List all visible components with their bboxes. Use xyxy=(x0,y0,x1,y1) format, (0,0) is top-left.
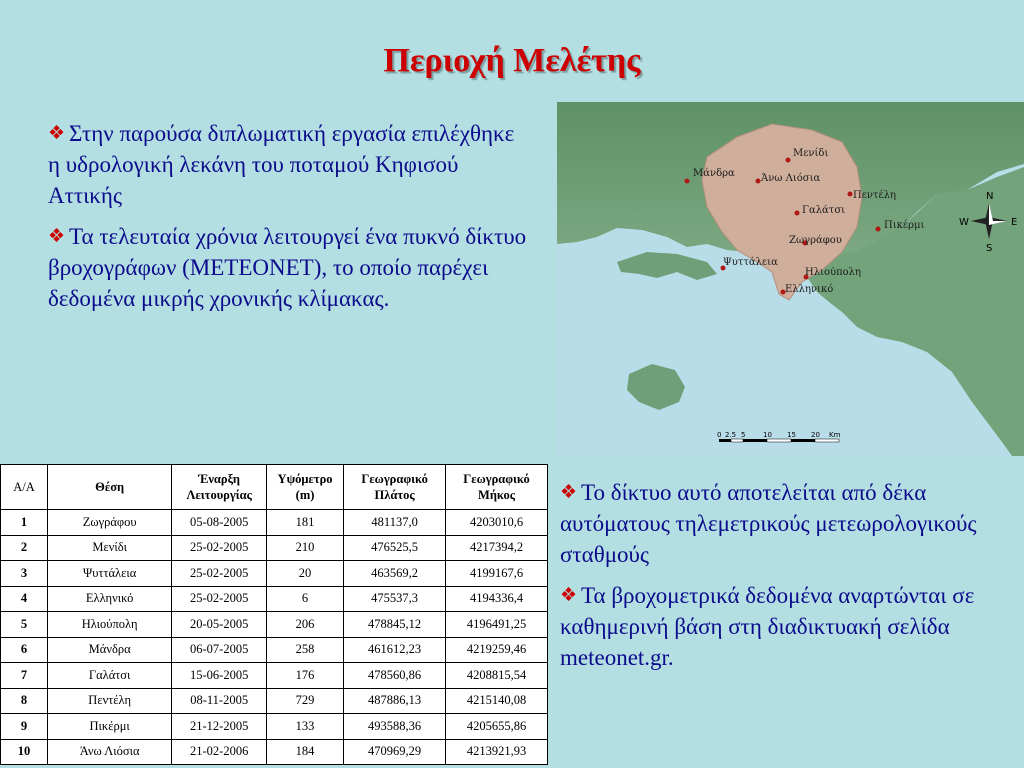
compass-w: W xyxy=(959,217,969,228)
cell: 05-08-2005 xyxy=(172,510,267,536)
map-label-pikermi: Πικέρμι xyxy=(884,220,925,231)
cell: 21-12-2005 xyxy=(172,714,267,740)
cell: 15-06-2005 xyxy=(172,663,267,689)
map-label-psyttaleia: Ψυττάλεια xyxy=(723,257,778,268)
compass-n: N xyxy=(986,191,994,202)
scale-tick: 2.5 xyxy=(725,431,737,439)
table-row xyxy=(1,612,548,638)
cell: Ηλιούπολη xyxy=(47,612,172,638)
cell: 4208815,54 xyxy=(446,663,548,689)
table-row xyxy=(1,510,548,536)
cell: 25-02-2005 xyxy=(172,561,267,587)
cell: 4219259,46 xyxy=(446,637,548,663)
bullet-text: Τα βροχομετρικά δεδομένα αναρτώνται σε καθημερινή βάση στη διαδικτυακή σελίδα meteonet.gr. xyxy=(560,583,975,670)
scale-tick: 10 xyxy=(763,431,772,439)
map-label-elliniko: Ελληνικό xyxy=(785,284,834,295)
diamond-cluster-icon: ❖ xyxy=(560,585,578,606)
cell: 4199167,6 xyxy=(446,561,548,587)
map-label-mandra: Μάνδρα xyxy=(693,168,735,179)
station-point-pikermi xyxy=(876,227,881,232)
table-row xyxy=(1,561,548,587)
table-row xyxy=(1,663,548,689)
bullet-text: Στην παρούσα διπλωματική εργασία επιλέχθηκε η υδρολογική λεκάνη του ποταμού Κηφισού Αττικής xyxy=(48,121,515,208)
cell: Πεντέλη xyxy=(47,688,172,714)
station-point-galatsi xyxy=(795,211,800,216)
cell: 478845,12 xyxy=(344,612,446,638)
table-row xyxy=(1,739,548,765)
cell: 3 xyxy=(1,561,48,587)
map-label-ano-liosia: Άνω Λιόσια xyxy=(761,173,821,184)
cell: 481137,0 xyxy=(344,510,446,536)
cell: 20 xyxy=(266,561,343,587)
scale-unit: Km xyxy=(829,431,841,439)
bullet-item xyxy=(48,221,528,314)
cell: 729 xyxy=(266,688,343,714)
cell: 10 xyxy=(1,739,48,765)
diamond-cluster-icon: ❖ xyxy=(48,123,66,144)
map-label-penteli: Πεντέλη xyxy=(853,190,897,201)
map-label-zografou: Ζωγράφου xyxy=(789,235,842,246)
cell: 21-02-2006 xyxy=(172,739,267,765)
bullet-item xyxy=(560,477,1010,570)
cell: 258 xyxy=(266,637,343,663)
col-header: Γεωγραφικό Πλάτος xyxy=(344,465,446,510)
table-header-row xyxy=(1,465,548,510)
scale-tick: 15 xyxy=(787,431,796,439)
station-point-mandra xyxy=(685,179,690,184)
cell: Ελληνικό xyxy=(47,586,172,612)
cell: Άνω Λιόσια xyxy=(47,739,172,765)
cell: 4196491,25 xyxy=(446,612,548,638)
cell: 4 xyxy=(1,586,48,612)
cell: 181 xyxy=(266,510,343,536)
map-label-ilioupoli: Ηλιούπολη xyxy=(805,267,862,278)
bullet-item xyxy=(560,580,1010,673)
cell: 8 xyxy=(1,688,48,714)
cell: 4203010,6 xyxy=(446,510,548,536)
cell: 4217394,2 xyxy=(446,535,548,561)
cell: Μάνδρα xyxy=(47,637,172,663)
cell: Μενίδι xyxy=(47,535,172,561)
map-label-menidi: Μενίδι xyxy=(793,148,829,159)
study-area-map xyxy=(557,102,1024,456)
cell: 6 xyxy=(1,637,48,663)
page-title: Περιοχή Μελέτης xyxy=(383,42,641,79)
cell: 470969,29 xyxy=(344,739,446,765)
cell: 4205655,86 xyxy=(446,714,548,740)
cell: Ψυττάλεια xyxy=(47,561,172,587)
col-header: A/A xyxy=(1,465,48,510)
map-label-galatsi: Γαλάτσι xyxy=(802,205,846,216)
scale-tick: 5 xyxy=(741,431,746,439)
cell: 6 xyxy=(266,586,343,612)
station-point-ano-liosia xyxy=(756,179,761,184)
table-row xyxy=(1,688,548,714)
table-row xyxy=(1,535,548,561)
cell: 478560,86 xyxy=(344,663,446,689)
cell: 461612,23 xyxy=(344,637,446,663)
cell: 206 xyxy=(266,612,343,638)
cell: 08-11-2005 xyxy=(172,688,267,714)
col-header: Έναρξη Λειτουργίας xyxy=(172,465,267,510)
cell: 7 xyxy=(1,663,48,689)
bullet-text: Τα τελευταία χρόνια λειτουργεί ένα πυκνό δίκτυο βροχογράφων (METEONET), το οποίο παρέχει δεδομένα μικρής χρονικής κλίμακας. xyxy=(48,224,527,311)
cell: 133 xyxy=(266,714,343,740)
station-point-penteli xyxy=(848,192,853,197)
cell: 5 xyxy=(1,612,48,638)
cell: 25-02-2005 xyxy=(172,535,267,561)
col-header: Γεωγραφικό Μήκος xyxy=(446,465,548,510)
cell: 4215140,08 xyxy=(446,688,548,714)
station-point-menidi xyxy=(786,158,791,163)
cell: 463569,2 xyxy=(344,561,446,587)
bullet-text: Το δίκτυο αυτό αποτελείται από δέκα αυτόματους τηλεμετρικούς μετεωρολογικούς σταθμούς xyxy=(560,480,977,567)
compass-e: E xyxy=(1011,217,1018,228)
compass-s: S xyxy=(986,243,993,254)
cell: 1 xyxy=(1,510,48,536)
cell: 2 xyxy=(1,535,48,561)
col-header: Υψόμετρο (m) xyxy=(266,465,343,510)
cell: 25-02-2005 xyxy=(172,586,267,612)
col-header: Θέση xyxy=(47,465,172,510)
right-bullet-list xyxy=(560,477,1010,683)
cell: 20-05-2005 xyxy=(172,612,267,638)
cell: 487886,13 xyxy=(344,688,446,714)
cell: 4213921,93 xyxy=(446,739,548,765)
bullet-item xyxy=(48,118,528,211)
cell: 06-07-2005 xyxy=(172,637,267,663)
cell: 184 xyxy=(266,739,343,765)
scale-tick: 0 xyxy=(717,431,722,439)
table-row xyxy=(1,586,548,612)
cell: 475537,3 xyxy=(344,586,446,612)
table-row xyxy=(1,714,548,740)
cell: 4194336,4 xyxy=(446,586,548,612)
cell: Γαλάτσι xyxy=(47,663,172,689)
cell: Ζωγράφου xyxy=(47,510,172,536)
cell: Πικέρμι xyxy=(47,714,172,740)
diamond-cluster-icon: ❖ xyxy=(560,482,578,503)
cell: 476525,5 xyxy=(344,535,446,561)
cell: 210 xyxy=(266,535,343,561)
left-bullet-list xyxy=(48,118,528,324)
scale-tick: 20 xyxy=(811,431,820,439)
diamond-cluster-icon: ❖ xyxy=(48,226,66,247)
cell: 493588,36 xyxy=(344,714,446,740)
stations-table xyxy=(0,464,548,765)
cell: 176 xyxy=(266,663,343,689)
cell: 9 xyxy=(1,714,48,740)
table-row xyxy=(1,637,548,663)
